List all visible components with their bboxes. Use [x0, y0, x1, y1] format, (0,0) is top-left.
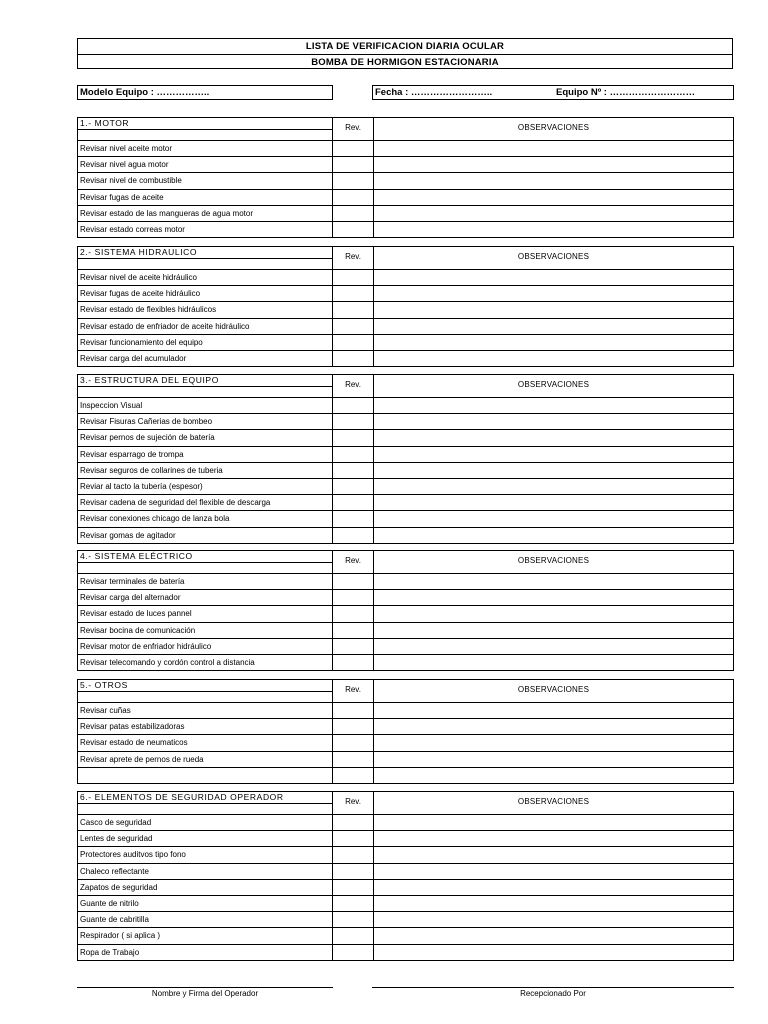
section-title — [78, 375, 333, 397]
observaciones-cell[interactable] — [374, 590, 733, 605]
observaciones-cell[interactable] — [374, 495, 733, 510]
rev-cell[interactable] — [333, 463, 374, 478]
section-title-underline — [78, 129, 332, 130]
observaciones-cell[interactable] — [374, 912, 733, 927]
checklist-item-label: Revisar patas estabilizadoras — [78, 719, 333, 734]
observaciones-cell[interactable] — [374, 528, 733, 543]
observaciones-cell[interactable] — [374, 735, 733, 750]
observaciones-cell[interactable] — [374, 606, 733, 621]
checklist-row — [78, 190, 733, 206]
observaciones-cell[interactable] — [374, 768, 733, 783]
checklist-item-label: Zapatos de seguridad — [78, 880, 333, 895]
rev-column-header: Rev. — [333, 118, 374, 140]
section-title — [78, 247, 333, 269]
rev-cell[interactable] — [333, 752, 374, 767]
rev-cell[interactable] — [333, 190, 374, 205]
checklist-item-label: Revisar estado de las mangueras de agua motor — [78, 206, 333, 221]
checklist-row — [78, 463, 733, 479]
checklist-row — [78, 928, 733, 944]
observaciones-cell[interactable] — [374, 319, 733, 334]
rev-column-header: Rev. — [333, 247, 374, 269]
checklist-item-label: Revisar cadena de seguridad del flexible de descarga — [78, 495, 333, 510]
section-header — [78, 551, 733, 574]
rev-cell[interactable] — [333, 335, 374, 350]
section-title-underline — [78, 562, 332, 563]
section-title-underline — [78, 803, 332, 804]
checklist-item-label: Revisar fugas de aceite hidráulico — [78, 286, 333, 301]
section-title-text: 5.- OTROS — [80, 680, 128, 690]
observaciones-cell[interactable] — [374, 270, 733, 285]
rev-cell[interactable] — [333, 847, 374, 862]
checklist-row — [78, 351, 733, 367]
observaciones-cell[interactable] — [374, 190, 733, 205]
checklist-item-label: Chaleco reflectante — [78, 864, 333, 879]
rev-cell[interactable] — [333, 896, 374, 911]
rev-cell[interactable] — [333, 286, 374, 301]
checklist-item-label: Revisar cuñas — [78, 703, 333, 718]
checklist-item-label: Revisar funcionamiento del equipo — [78, 335, 333, 350]
checklist-row — [78, 574, 733, 590]
section-title-underline — [78, 386, 332, 387]
checklist-row — [78, 528, 733, 544]
section-title — [78, 680, 333, 702]
section-title — [78, 118, 333, 140]
rev-cell[interactable] — [333, 945, 374, 960]
observaciones-column-header: OBSERVACIONES — [517, 685, 590, 694]
rev-cell[interactable] — [333, 173, 374, 188]
checklist-row — [78, 880, 733, 896]
checklist-row — [78, 590, 733, 606]
checklist-section — [77, 117, 734, 238]
checklist-row — [78, 703, 733, 719]
modelo-equipo-field: Modelo Equipo : …………….. — [77, 85, 333, 100]
observaciones-cell[interactable] — [374, 623, 733, 638]
checklist-row — [78, 319, 733, 335]
rev-cell[interactable] — [333, 735, 374, 750]
checklist-item-label: Revisar conexiones chicago de lanza bola — [78, 511, 333, 526]
checklist-item-label: Revisar estado de flexibles hidráulicos — [78, 302, 333, 317]
checklist-row — [78, 623, 733, 639]
observaciones-cell[interactable] — [374, 703, 733, 718]
observaciones-cell[interactable] — [374, 351, 733, 366]
rev-cell[interactable] — [333, 479, 374, 494]
rev-cell[interactable] — [333, 319, 374, 334]
fecha-equipo-box — [372, 85, 734, 100]
checklist-row — [78, 479, 733, 495]
rev-cell[interactable] — [333, 864, 374, 879]
checklist-item-label: Revisar gomas de agitador — [78, 528, 333, 543]
observaciones-cell[interactable] — [374, 719, 733, 734]
rev-cell[interactable] — [333, 639, 374, 654]
checklist-item-label: Revisar motor de enfriador hidráulico — [78, 639, 333, 654]
rev-cell[interactable] — [333, 655, 374, 670]
fecha-field: Fecha : …………………….. — [375, 87, 493, 98]
checklist-row — [78, 752, 733, 768]
observaciones-cell[interactable] — [374, 655, 733, 670]
observaciones-cell[interactable] — [374, 479, 733, 494]
checklist-item-label: Revisar aprete de pernos de rueda — [78, 752, 333, 767]
rev-cell[interactable] — [333, 206, 374, 221]
rev-cell[interactable] — [333, 495, 374, 510]
checklist-row — [78, 495, 733, 511]
observaciones-cell[interactable] — [374, 864, 733, 879]
checklist-row — [78, 831, 733, 847]
checklist-row — [78, 606, 733, 622]
observaciones-cell[interactable] — [374, 815, 733, 830]
rev-cell[interactable] — [333, 574, 374, 589]
observaciones-cell[interactable] — [374, 398, 733, 413]
checklist-item-label: Guante de cabritilla — [78, 912, 333, 927]
section-header — [78, 375, 733, 398]
rev-column-header: Rev. — [333, 792, 374, 814]
checklist-item-label: Revisar seguros de collarines de tuberia — [78, 463, 333, 478]
document-title-box — [77, 38, 733, 69]
checklist-row — [78, 222, 733, 238]
rev-cell[interactable] — [333, 511, 374, 526]
rev-cell[interactable] — [333, 222, 374, 237]
checklist-row — [78, 719, 733, 735]
checklist-section — [77, 679, 734, 784]
received-by-signature-line: Recepcionado Por — [372, 987, 734, 1000]
document-title: LISTA DE VERIFICACION DIARIA OCULAR — [305, 41, 505, 52]
observaciones-cell[interactable] — [374, 847, 733, 862]
checklist-row — [78, 945, 733, 961]
checklist-row — [78, 768, 733, 784]
checklist-item-label: Revisar estado de neumaticos — [78, 735, 333, 750]
rev-cell[interactable] — [333, 815, 374, 830]
section-header — [78, 118, 733, 141]
checklist-section — [77, 374, 734, 544]
observaciones-cell[interactable] — [374, 206, 733, 221]
checklist-item-label: Revisar carga del alternador — [78, 590, 333, 605]
checklist-item-label: Guante de nitrilo — [78, 896, 333, 911]
checklist-item-label: Respirador ( si aplica ) — [78, 928, 333, 943]
observaciones-cell[interactable] — [374, 463, 733, 478]
observaciones-column-header: OBSERVACIONES — [517, 797, 590, 806]
checklist-item-label: Revisar terminales de batería — [78, 574, 333, 589]
checklist-row — [78, 735, 733, 751]
document-subtitle: BOMBA DE HORMIGON ESTACIONARIA — [78, 54, 732, 70]
section-header — [78, 680, 733, 703]
rev-cell[interactable] — [333, 141, 374, 156]
section-header — [78, 792, 733, 815]
observaciones-cell[interactable] — [374, 414, 733, 429]
rev-cell[interactable] — [333, 928, 374, 943]
checklist-item-label: Revisar Fisuras Cañerias de bombeo — [78, 414, 333, 429]
checklist-row — [78, 206, 733, 222]
rev-cell[interactable] — [333, 703, 374, 718]
observaciones-cell[interactable] — [374, 831, 733, 846]
checklist-item-label: Revisar estado de enfriador de aceite hidráulico — [78, 319, 333, 334]
checklist-item-label: Ropa de Trabajo — [78, 945, 333, 960]
observaciones-column-header: OBSERVACIONES — [517, 556, 590, 565]
rev-cell[interactable] — [333, 590, 374, 605]
rev-cell[interactable] — [333, 447, 374, 462]
checklist-row — [78, 398, 733, 414]
rev-cell[interactable] — [333, 719, 374, 734]
section-header — [78, 247, 733, 270]
rev-cell[interactable] — [333, 157, 374, 172]
equipo-numero-field: Equipo Nº : ……………………… — [556, 87, 696, 98]
observaciones-cell[interactable] — [374, 430, 733, 445]
checklist-item-label: Revisar nivel de combustible — [78, 173, 333, 188]
rev-cell[interactable] — [333, 351, 374, 366]
checklist-item-label: Reviar al tacto la tubería (espesor) — [78, 479, 333, 494]
observaciones-column-header: OBSERVACIONES — [517, 123, 590, 132]
rev-cell[interactable] — [333, 302, 374, 317]
checklist-item-label: Lentes de seguridad — [78, 831, 333, 846]
checklist-row — [78, 511, 733, 527]
checklist-item-label: Revisar nivel de aceite hidráulico — [78, 270, 333, 285]
checklist-row — [78, 912, 733, 928]
checklist-section — [77, 246, 734, 367]
observaciones-cell[interactable] — [374, 639, 733, 654]
checklist-item-label: Protectores auditvos tipo fono — [78, 847, 333, 862]
checklist-row — [78, 430, 733, 446]
checklist-item-label: Revisar estado correas motor — [78, 222, 333, 237]
observaciones-cell[interactable] — [374, 286, 733, 301]
observaciones-cell[interactable] — [374, 141, 733, 156]
observaciones-cell[interactable] — [374, 222, 733, 237]
observaciones-cell[interactable] — [374, 335, 733, 350]
checklist-row — [78, 157, 733, 173]
rev-cell[interactable] — [333, 912, 374, 927]
checklist-item-label: Inspeccion Visual — [78, 398, 333, 413]
rev-column-header: Rev. — [333, 551, 374, 573]
checklist-row — [78, 655, 733, 671]
observaciones-cell[interactable] — [374, 928, 733, 943]
observaciones-cell[interactable] — [374, 752, 733, 767]
observaciones-cell[interactable] — [374, 302, 733, 317]
rev-column-header: Rev. — [333, 680, 374, 702]
rev-cell[interactable] — [333, 398, 374, 413]
rev-cell[interactable] — [333, 623, 374, 638]
checklist-row — [78, 302, 733, 318]
observaciones-cell[interactable] — [374, 447, 733, 462]
checklist-row — [78, 447, 733, 463]
section-title-text: 2.- SISTEMA HIDRAULICO — [80, 247, 198, 257]
checklist-item-label: Casco de seguridad — [78, 815, 333, 830]
section-title — [78, 792, 333, 814]
observaciones-column-header: OBSERVACIONES — [517, 380, 590, 389]
checklist-row — [78, 335, 733, 351]
section-title-underline — [78, 258, 332, 259]
checklist-row — [78, 847, 733, 863]
checklist-item-label: Revisar telecomando y cordón control a distancia — [78, 655, 333, 670]
checklist-row — [78, 270, 733, 286]
rev-cell[interactable] — [333, 768, 374, 783]
checklist-row — [78, 639, 733, 655]
rev-column-header: Rev. — [333, 375, 374, 397]
rev-cell[interactable] — [333, 831, 374, 846]
checklist-item-label: Revisar nivel agua motor — [78, 157, 333, 172]
observaciones-cell[interactable] — [374, 157, 733, 172]
checklist-row — [78, 286, 733, 302]
rev-cell[interactable] — [333, 270, 374, 285]
section-title-text: 3.- ESTRUCTURA DEL EQUIPO — [80, 375, 219, 385]
checklist-item-label: Revisar esparrago de trompa — [78, 447, 333, 462]
checklist-item-label: Revisar bocina de comunicación — [78, 623, 333, 638]
observaciones-cell[interactable] — [374, 173, 733, 188]
rev-cell[interactable] — [333, 880, 374, 895]
rev-cell[interactable] — [333, 528, 374, 543]
section-title-text: 4.- SISTEMA ELÉCTRICO — [80, 551, 193, 561]
section-title-text: 6.- ELEMENTOS DE SEGURIDAD OPERADOR — [80, 792, 284, 802]
observaciones-cell[interactable] — [374, 896, 733, 911]
observaciones-cell[interactable] — [374, 945, 733, 960]
checklist-item-label: Revisar fugas de aceite — [78, 190, 333, 205]
section-title-text: 1.- MOTOR — [80, 118, 130, 128]
observaciones-cell[interactable] — [374, 880, 733, 895]
checklist-row — [78, 414, 733, 430]
observaciones-cell[interactable] — [374, 511, 733, 526]
checklist-row — [78, 896, 733, 912]
operator-signature-line: Nombre y Firma del Operador — [77, 987, 333, 1000]
checklist-item-label: Revisar nivel aceite motor — [78, 141, 333, 156]
rev-cell[interactable] — [333, 430, 374, 445]
observaciones-column-header: OBSERVACIONES — [517, 252, 590, 261]
checklist-row — [78, 815, 733, 831]
checklist-item-label — [78, 768, 333, 783]
section-title-underline — [78, 691, 332, 692]
rev-cell[interactable] — [333, 414, 374, 429]
checklist-row — [78, 173, 733, 189]
checklist-item-label: Revisar estado de luces pannel — [78, 606, 333, 621]
checklist-section — [77, 550, 734, 671]
checklist-row — [78, 864, 733, 880]
section-title — [78, 551, 333, 573]
checklist-item-label: Revisar carga del acumulador — [78, 351, 333, 366]
observaciones-cell[interactable] — [374, 574, 733, 589]
checklist-item-label: Revisar pernos de sujeción de batería — [78, 430, 333, 445]
checklist-row — [78, 141, 733, 157]
rev-cell[interactable] — [333, 606, 374, 621]
checklist-section — [77, 791, 734, 961]
